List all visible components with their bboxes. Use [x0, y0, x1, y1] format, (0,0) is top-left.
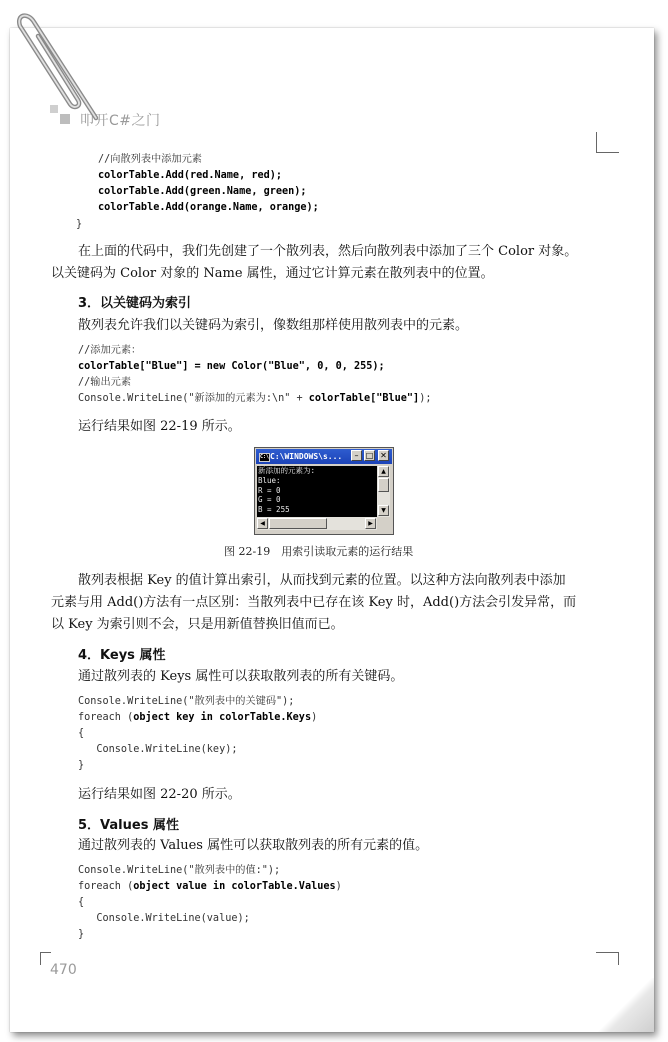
section-heading: 3．以关键码为索引 [78, 296, 192, 311]
code-line: } [78, 760, 85, 771]
section-heading: 4．Keys 属性 [78, 648, 166, 663]
code-line: foreach (object value in colorTable.Values) [78, 881, 342, 892]
paperclip-icon [0, 0, 130, 130]
vertical-scrollbar[interactable] [377, 466, 390, 517]
paragraph-line: 在上面的代码中，我们先创建了一个散列表，然后向散列表中添加了三个 Color 对象。 [78, 244, 578, 259]
code-line: } [78, 929, 85, 940]
console-title: C:\WINDOWS\s... [270, 452, 343, 461]
close-button[interactable]: ✕ [378, 450, 389, 461]
console-line: 新添加的元素为: [258, 466, 316, 475]
scroll-down-icon[interactable]: ▼ [378, 505, 389, 516]
code-line: { [78, 728, 85, 739]
code-line: foreach (object key in colorTable.Keys) [78, 712, 318, 723]
page-curl [594, 978, 654, 1032]
section-text: 通过散列表的 Keys 属性可以获取散列表的所有关键码。 [78, 669, 404, 684]
code-line: colorTable.Add(green.Name, green); [98, 186, 307, 197]
paragraph-line: 以关键码为 Color 对象的 Name 属性，通过它计算元素在散列表中的位置。 [51, 266, 494, 281]
crop-mark [596, 132, 619, 153]
console-app-icon: C:\ [260, 454, 270, 460]
scroll-thumb[interactable] [378, 478, 389, 492]
code-line: Console.WriteLine("散列表中的关键码"); [78, 696, 295, 707]
scroll-up-icon[interactable]: ▲ [378, 466, 389, 477]
paragraph-line: 元素与用 Add()方法有一点区别：当散列表中已存在该 Key 时，Add()方法会引发异常，而 [51, 595, 577, 610]
maximize-button[interactable]: □ [365, 451, 374, 460]
book-page [10, 28, 654, 1032]
code-line: Console.WriteLine("散列表中的值:"); [78, 865, 281, 876]
console-line: B = 255 [258, 505, 290, 515]
code-line: Console.WriteLine(key); [78, 744, 238, 755]
figure-caption: 图 22-19 用索引读取元素的运行结果 [224, 545, 414, 558]
code-comment: //向散列表中添加元素 [98, 154, 202, 165]
code-line: colorTable.Add(red.Name, red); [98, 170, 283, 181]
code-line: Console.WriteLine(value); [78, 913, 250, 924]
size-grip [377, 517, 390, 530]
crop-mark [596, 952, 619, 965]
console-window [254, 447, 394, 535]
console-line: Blue: [258, 475, 281, 485]
paragraph-line: 散列表根据 Key 的值计算出索引，从而找到元素的位置。以这种方法向散列表中添加 [78, 573, 566, 588]
code-line: Console.WriteLine("新添加的元素为:\n" + colorTable["Blue"]); [78, 393, 432, 404]
scroll-right-icon[interactable]: ▶ [365, 518, 376, 529]
paragraph-line: 以 Key 为索引则不会，只是用新值替换旧值而已。 [51, 617, 344, 632]
code-line: colorTable.Add(orange.Name, orange); [98, 202, 319, 213]
code-line: { [78, 897, 85, 908]
code-line: colorTable["Blue"] = new Color("Blue", 0, 0, 255); [78, 361, 385, 372]
result-text: 运行结果如图 22-20 所示。 [78, 787, 241, 802]
running-title: 叩开C#之门 [80, 113, 161, 129]
console-line: R = 0 [258, 485, 281, 495]
code-comment: //输出元素 [78, 377, 132, 388]
section-text: 散列表允许我们以关键码为索引，像数组那样使用散列表中的元素。 [78, 318, 469, 333]
horizontal-scrollbar[interactable] [257, 517, 377, 530]
code-closing-brace: } [76, 219, 83, 230]
scroll-thumb[interactable] [269, 518, 327, 529]
section-text: 通过散列表的 Values 属性可以获取散列表的所有元素的值。 [78, 838, 429, 853]
console-output [257, 466, 378, 517]
minimize-button[interactable]: – [351, 450, 362, 461]
section-heading: 5．Values 属性 [78, 818, 179, 833]
console-line: G = 0 [258, 495, 281, 505]
scroll-left-icon[interactable]: ◀ [257, 518, 268, 529]
result-text: 运行结果如图 22-19 所示。 [78, 419, 241, 434]
code-comment: //添加元素： [78, 345, 142, 356]
page-number: 470 [50, 962, 77, 978]
